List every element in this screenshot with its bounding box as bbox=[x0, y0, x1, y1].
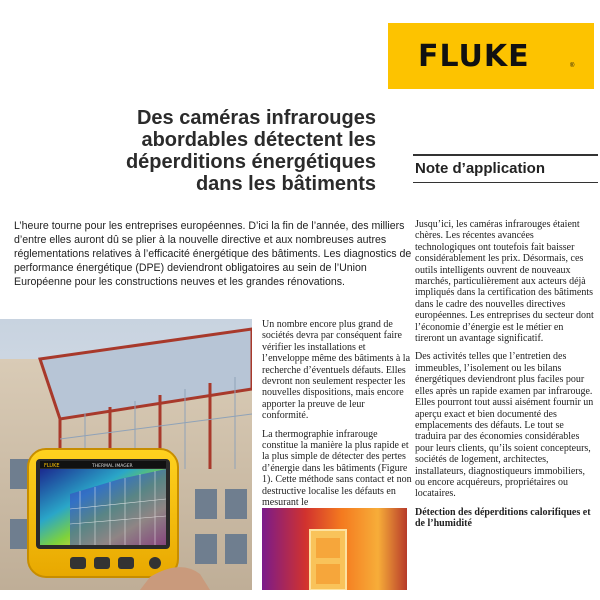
camera-screen-label: THERMAL IMAGER bbox=[92, 464, 133, 469]
fluke-logo bbox=[388, 23, 594, 89]
thermal-door-image bbox=[262, 508, 407, 590]
body-paragraph: Un nombre encore plus grand de sociétés devra par conséquent faire vérifier les installations et l’enveloppe même des bâtiments à la recherche d’éventuels défauts. Elles devront non seulement respecter les nouvelles dispositions, mais encore apporter la preuve de leur conformité. bbox=[262, 319, 411, 422]
body-paragraph: Jusqu’ici, les caméras infrarouges étaient chères. Les récentes avancées technologiques ont toutefois fait baisser considérablement les prix. Désormais, ces outils intelligents ouvrent de nouveaux marchés, particulièrement aux acteurs déjà impliqués dans la certification des bâtiments dans le cadre des nouvelles directives européennes. Les entreprises du secteur dont l’économie d’énergie est le métier en tireront un avantage significatif. bbox=[415, 219, 594, 345]
thermal-camera-illustration bbox=[0, 319, 252, 590]
intro-paragraph: L’heure tourne pour les entreprises européennes. D’ici la fin de l’année, des milliers d’entre elles auront dû se plier à la nouvelle directive et aux nombreuses autres réglementations relatives à l’efficacité énergétique des bâtiments. Les diagnostics de performance énergétique (DPE) deviendront obligatoires au sein de l’Union Européenne pour les constructions neuves et les grandes rénovations. bbox=[14, 220, 412, 288]
note-rule-top bbox=[413, 154, 598, 156]
section-subheading: Détection des déperditions calorifiques et de l’humidité bbox=[415, 506, 591, 530]
thermal-camera-photo bbox=[0, 319, 252, 590]
headline-line: déperditions énergétiques bbox=[125, 151, 376, 173]
headline-line: dans les bâtiments bbox=[195, 173, 376, 195]
headline-line: abordables détectent les bbox=[141, 129, 376, 151]
body-paragraph: La thermographie infrarouge constitue la manière la plus rapide et la plus simple de détecter des pertes d’énergie dans les bâtiments (Figure 1). Cette méthode sans contact et non destructive localise les défauts en mesurant le bbox=[262, 428, 412, 509]
middle-text-column bbox=[262, 319, 412, 516]
thermal-door-illustration bbox=[262, 508, 407, 590]
right-text-column bbox=[415, 219, 595, 530]
camera-brand-label: FLUKE bbox=[44, 463, 60, 469]
application-note-label: Note d’application bbox=[415, 160, 546, 177]
note-rule-bottom bbox=[413, 182, 598, 183]
logo-wordmark: FLUKE bbox=[418, 39, 530, 74]
body-paragraph: Des activités telles que l’entretien des immeubles, l’isolement ou les bilans énergétiques deviendront plus faciles pour elles après un rapide examen par infrarouge. Elles pourront tout aussi aisément fournir un aperçu exact et bien documenté des emplacements des défauts. Le tout se traduira par des économies considérables pour leurs clients, qu’ils soient concepteurs, sociétés de logement, architectes, installateurs, diagnostiqueurs immobiliers, ou encore acquéreurs, propriétaires ou locataires. bbox=[415, 351, 594, 500]
logo-registered-mark: ® bbox=[570, 63, 575, 69]
headline-line: Des caméras infrarouges bbox=[136, 107, 376, 129]
article-headline bbox=[96, 107, 376, 195]
